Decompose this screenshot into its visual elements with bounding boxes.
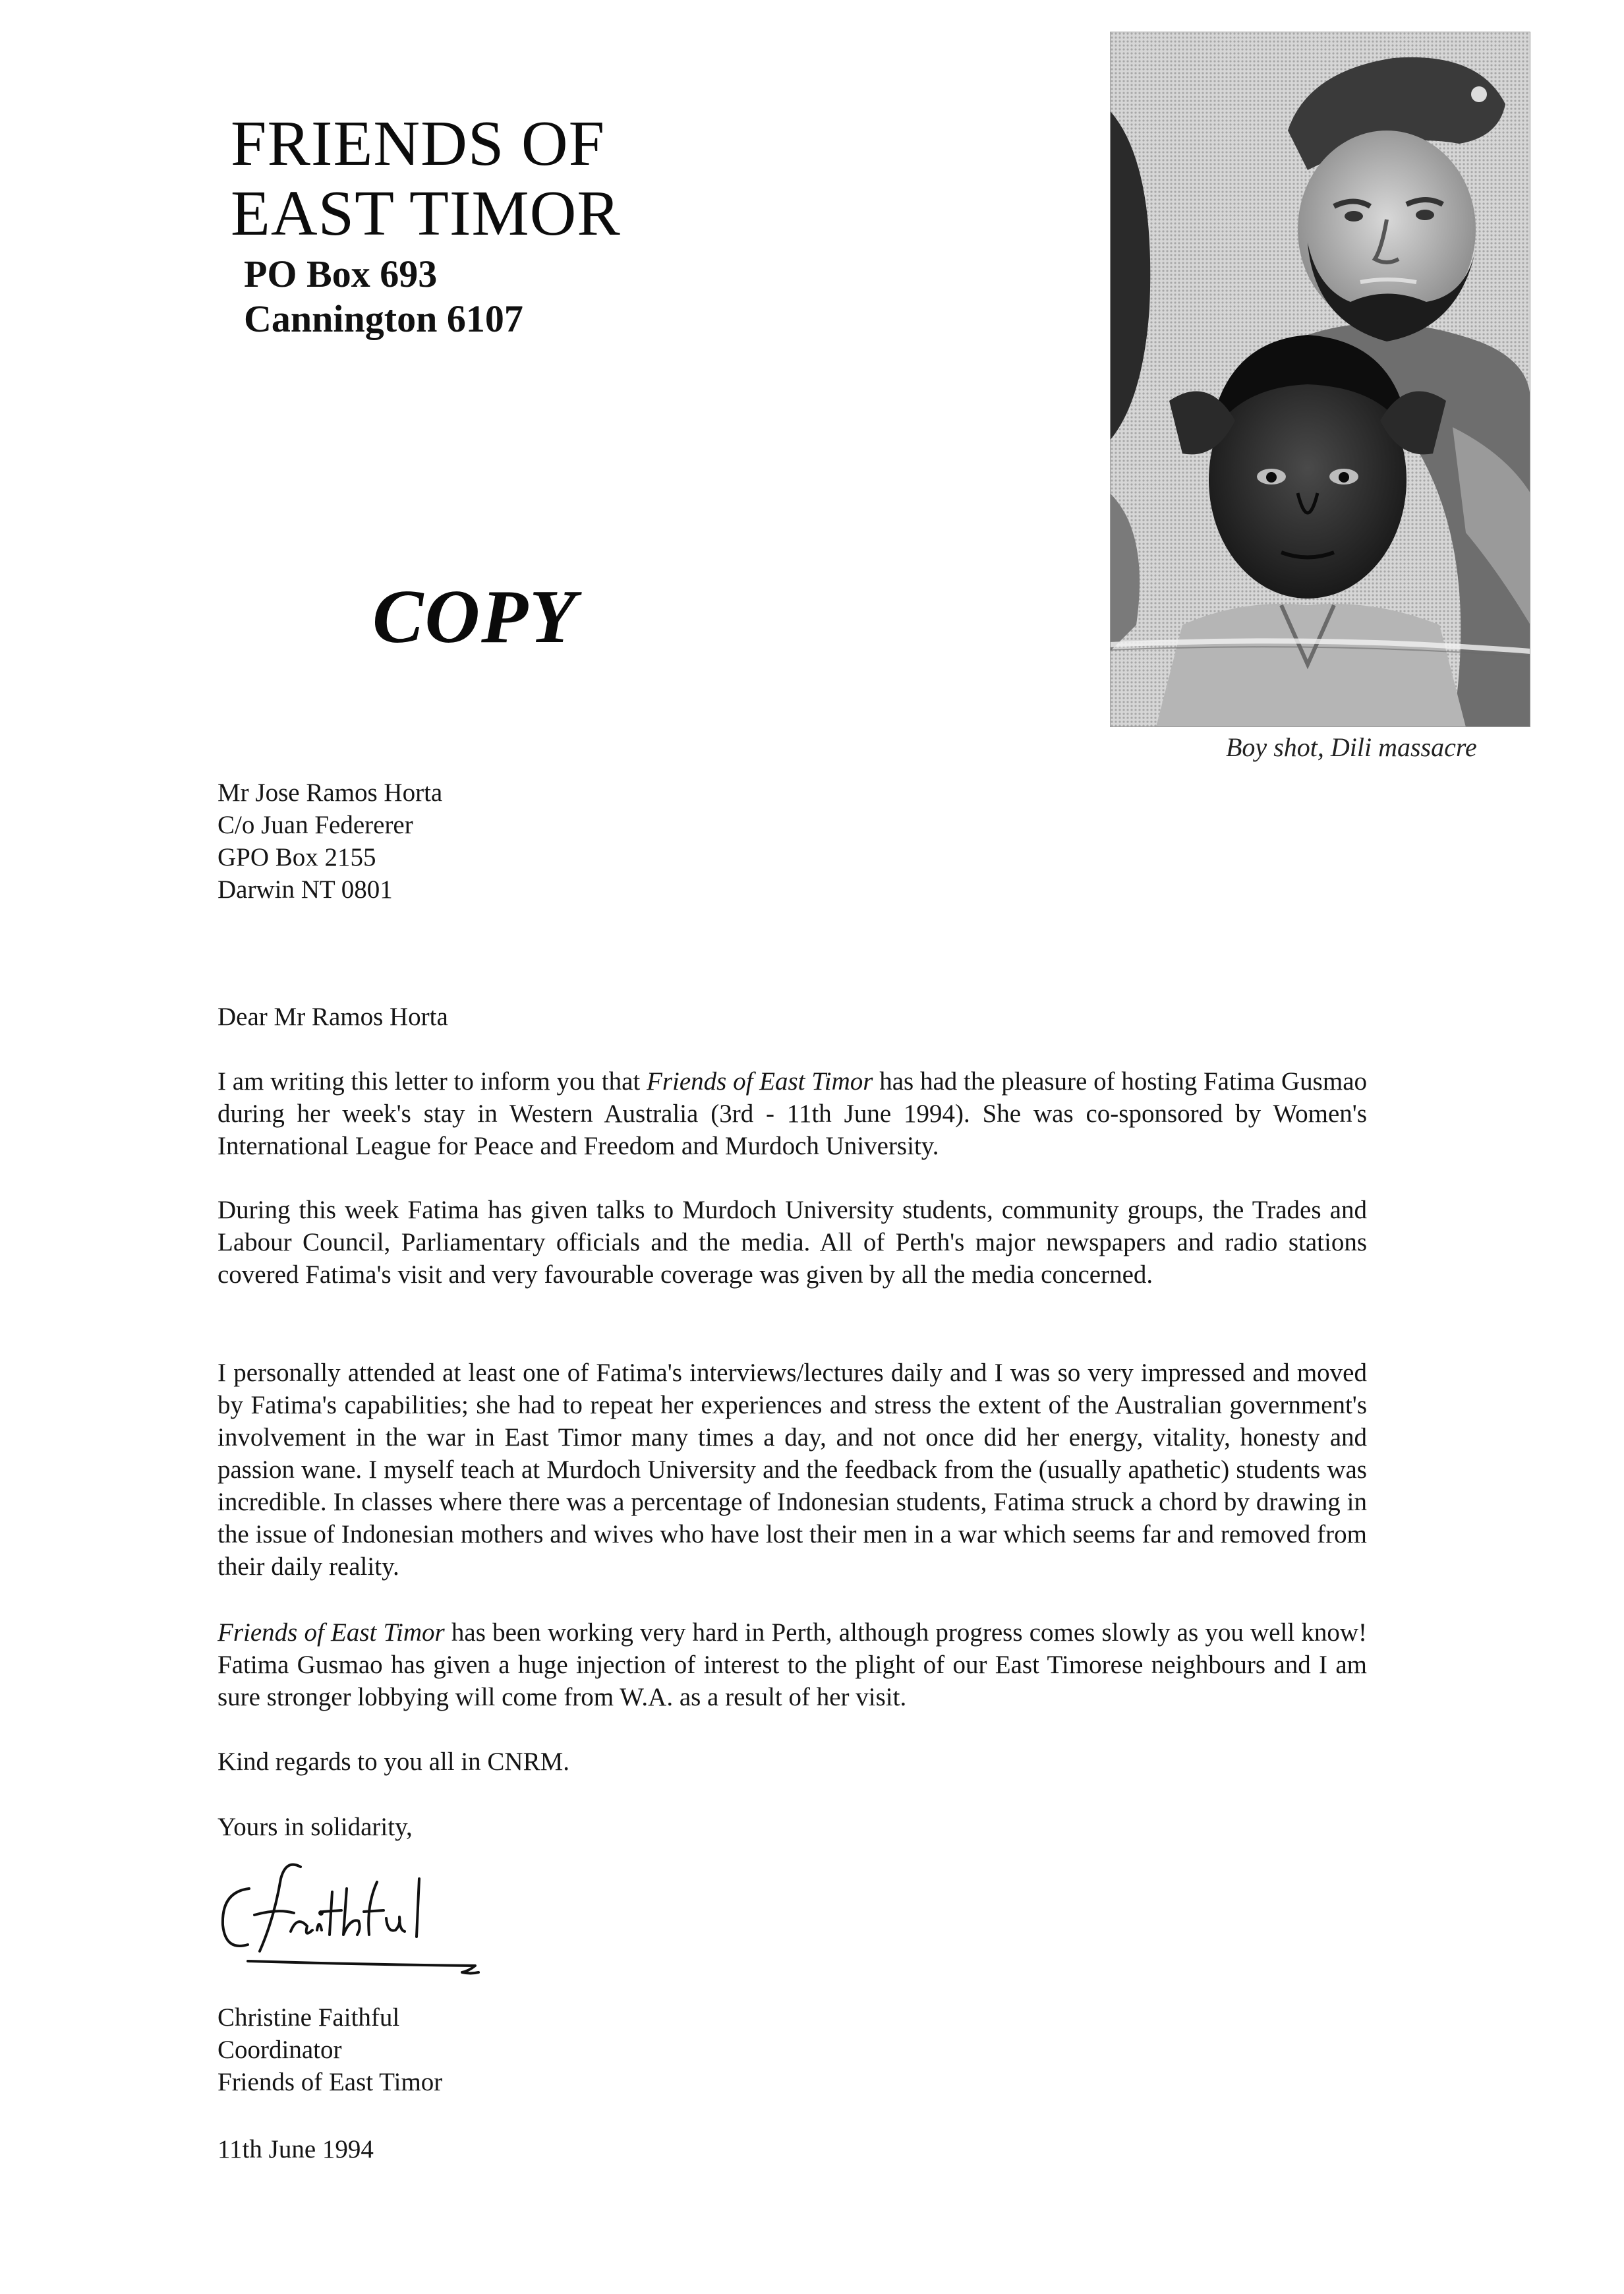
body-paragraph-1 [218,1065,1367,1162]
body-paragraph-2: During this week Fatima has given talks to Murdoch University students, community groups, the Trades and Labour Council, Parliamentary officials and the media. All of Perth's major newspapers and radio stations covered Fatima's visit and very favourable coverage was given by all the media concerned. [218,1196,1367,1289]
recipient-line-1: Mr Jose Ramos Horta [218,779,443,807]
recipient-line-3: GPO Box 2155 [218,843,376,871]
photo-image [1110,32,1530,727]
organisation-address [244,252,523,341]
body-paragraph-4 [218,1616,1367,1713]
recipient-line-2: C/o Juan Federerer [218,811,413,839]
p4-org-name: Friends of East Timor [218,1618,445,1647]
address-line-2: Cannington 6107 [244,297,523,340]
closing-signoff: Yours in solidarity, [218,1813,413,1841]
address-line-1: PO Box 693 [244,252,438,295]
salutation: Dear Mr Ramos Horta [218,1003,448,1031]
signatory-block [218,2001,442,2098]
signature-drawing [208,1852,518,1984]
organisation-name [231,109,621,249]
p1-org-name: Friends of East Timor [647,1067,873,1096]
recipient-address [218,777,442,906]
p4-text-b: has been working very hard in Perth, although progress comes slowly as you well know! Fatima Gusmao has given a huge injection of interest to the plight of our East Timorese neighbours and I am sure stronger lobbying will come from W.A. as a result of her visit. [218,1618,1367,1711]
closing-regards: Kind regards to you all in CNRM. [218,1748,570,1776]
letter-date: 11th June 1994 [218,2135,374,2163]
handwritten-signature [208,1852,518,1984]
photo-caption: Boy shot, Dili massacre [1226,732,1477,762]
signatory-name: Christine Faithful [218,2003,400,2032]
copy-stamp: COPY [372,575,577,659]
recipient-line-4: Darwin NT 0801 [218,875,393,904]
signatory-title: Coordinator [218,2036,342,2064]
photo-boy-and-soldier [1110,32,1530,727]
org-name-line-2: EAST TIMOR [231,178,621,249]
signatory-organisation: Friends of East Timor [218,2068,443,2096]
body-paragraph-3: I personally attended at least one of Fatima's interviews/lectures daily and I was so very impressed and moved by Fatima's capabilities; she had to repeat her experiences and stress the extent of the Australian government's involvement in the war in East Timor many times a day, and not once did her energy, vitality, honesty and passion wane. I myself teach at Murdoch University and the feedback from the (usually apathetic) students was incredible. In classes where there was a percentage of Indonesian students, Fatima struck a chord by drawing in the issue of Indonesian mothers and wives who have lost their men in a war which seems far and removed from their daily reality. [218,1359,1367,1581]
p1-text-b: has had the pleasure of hosting Fatima Gusmao during her week's stay in Western Australia (3rd - 11th June 1994). She was co-sponsored by Women's International League for Peace and Freedom and Murdoch University. [218,1067,1367,1160]
org-name-line-1: FRIENDS OF [231,108,606,179]
p1-text-a: I am writing this letter to inform you that [218,1067,647,1096]
